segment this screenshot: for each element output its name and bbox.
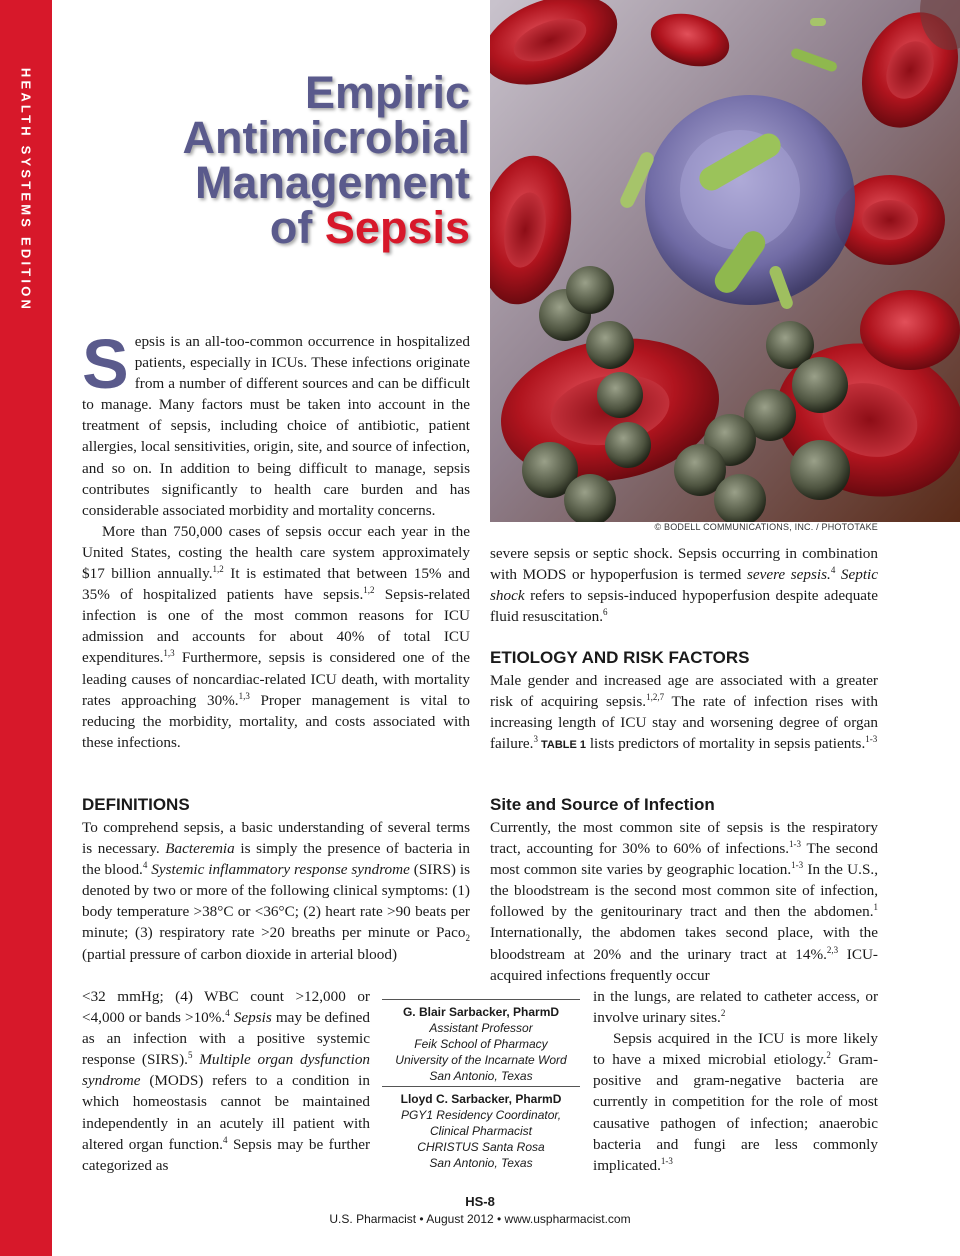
author-line: San Antonio, Texas [429,1156,533,1170]
citation: 2,3 [826,944,839,955]
etio-text-1: Male gender and increased age are associated with a greater risk of acquiring sepsis. [490,672,878,711]
definitions-paragraph-cont [82,986,370,1176]
site-paragraph-cont [593,986,878,1028]
citation: 3 [533,734,538,745]
citation: 1,3 [163,648,175,659]
definitions-paragraph [82,817,470,965]
title-line-3: Management [194,157,470,208]
author-box [382,997,580,1171]
site-text-c1: in the lungs, are related to catheter access, or involve urinary sites. [593,988,878,1027]
def-term-septic-shock: Septic shock [490,566,878,605]
hero-illustration [490,0,960,522]
author-line: PGY1 Residency Coordinator, [400,1108,562,1122]
subscript: 2 [465,933,470,944]
author-line: Clinical Pharmacist [429,1124,533,1138]
def-text-c5: (MODS) refers to a condition in which homeostasis cannot be maintained independently in an acutely ill patient with altered organ function. [82,1072,370,1153]
etiology-section [490,670,878,756]
def-text-1: To comprehend sepsis, a basic understanding of several terms is necessary. [82,819,470,858]
citation: 1,2 [363,585,375,596]
author-line: Feik School of Pharmacy [414,1037,548,1051]
citation: 1,2,7 [646,692,665,703]
title-line-1: Empiric [304,67,470,118]
intro-text-2b: It is estimated that between 15% and 35% of hospitalized patients have sepsis. [82,565,471,604]
definitions-continued [490,543,878,627]
intro-text-1: epsis is an all-too-common occurrence in hospitalized patients, especially in ICUs. These infections originate from a number of different sources and can be difficult to manage. Many factors must be taken into account in the treatment of sepsis, including choice of antibiotic, patient allergies, local sensitivities, origin, site, and source of infection, and so on. In addition to being difficult to manage, sepsis contributes significantly to health care burden and has considerable associated morbidity and mortality concerns. [82,333,470,519]
def-text-3: is simply the presence of bacteria in the blood. [82,840,470,879]
author-line: CHRISTUS Santa Rosa [417,1140,545,1154]
article-title [182,67,470,253]
site-text-5: ICU-acquired infections frequently occur [490,945,878,984]
citation: 2 [720,1008,726,1019]
edition-band [0,0,52,1256]
citation: 1 [873,902,878,913]
site-paragraph-2 [593,1028,878,1176]
def-term-sirs: Systemic inflammatory response syndrome [147,861,410,879]
intro-paragraph-2 [82,521,470,753]
definitions-cont-paragraph [490,543,878,627]
citation: 1-3 [660,1155,673,1166]
site-text-1: Currently, the most common site of sepsis is the respiratory tract, accounting for 30% to 60% of infections. [490,819,878,858]
site-text-narrow [593,986,878,1176]
author-line: University of the Incarnate Word [395,1053,567,1067]
citation: 4 [142,860,148,871]
def-term-bacteremia: Bacteremia [165,840,235,858]
author-name: Lloyd C. Sarbacker, PharmD [400,1092,562,1106]
citation: 6 [603,607,608,618]
author-line: San Antonio, Texas [429,1069,533,1083]
author-rule-middle [382,1086,580,1087]
citation: 4 [830,565,836,576]
site-text-2: The second most common site varies by geographic location. [490,840,878,879]
intro-text-2c: Sepsis-related infection is one of the most common reasons for ICU admission and accounts for about 40% of total ICU expenditures. [82,586,470,667]
citation: 5 [187,1050,193,1061]
def-term-severe-sepsis: severe sepsis. [746,566,831,584]
title-prefix: of [269,202,325,253]
author-name: G. Blair Sarbacker, PharmD [402,1005,560,1019]
intro-section [82,325,471,753]
definitions-text-full [82,817,470,965]
citation: 1-3 [791,860,804,871]
drop-cap: S [82,325,129,403]
def-term-sepsis: Sepsis [229,1009,272,1027]
citation: 1,3 [238,690,250,701]
def-term-mods: Multiple organ dysfunction syndrome [82,1051,371,1090]
blood-cells-illustration [490,0,960,522]
etio-text-4: lists predictors of mortality in sepsis patients. [586,735,866,753]
defc-text-1: severe sepsis or septic shock. Sepsis occurring in combination with MODS or hypoperfusion is termed [490,545,878,584]
def-text-c6: Sepsis may be further categorized as [82,1135,371,1174]
site-text-3: In the U.S., the bloodstream is the second most common site of infection, followed by the genitourinary tract and then the abdomen. [490,861,878,921]
definitions-text-narrow [82,986,370,1176]
site-text-c2: Sepsis acquired in the ICU is more likely to have a mixed microbial etiology. [593,1030,878,1069]
author-line: Assistant Professor [429,1021,533,1035]
def-text-5: (SIRS) is denoted by two or more of the following clinical symptoms: (1) body temperature >38°C or <36°C; (2) heart rate >90 beats per minute; (3) respiratory rate >20 breaths per minute or Paco [82,861,470,942]
title-line-2: Antimicrobial [182,112,470,163]
edition-label: HEALTH SYSTEMS EDITION [18,67,34,313]
definitions-heading: DEFINITIONS [82,795,190,814]
citation: 4 [225,1008,230,1019]
etio-text-2: The rate of infection rises with increasing length of ICU stay and worsening degree of organ failure. [490,693,878,753]
site-paragraph [490,817,878,986]
site-text-full [490,817,878,986]
site-heading: Site and Source of Infection [490,795,715,814]
intro-paragraph-1 [82,325,470,521]
citation: 1-3 [789,839,802,850]
page-number: HS-8 [465,1194,495,1209]
intro-text-2d: Furthermore, sepsis is considered one of the leading causes of noncardiac-related ICU death, with mortality rates approaching 30%. [82,649,470,709]
citation: 1,2 [212,563,224,574]
citation: 1-3 [865,734,878,745]
publication-line: U.S. Pharmacist • August 2012 • www.uspharmacist.com [329,1212,631,1226]
title-accent: Sepsis [324,202,470,253]
defc-text-4: refers to sepsis-induced hypoperfusion despite adequate fluid resuscitation. [490,587,878,626]
site-text-4: Internationally, the abdomen takes second place, with the bloodstream at 20% and the urinary tract at 14%. [490,924,878,963]
table-reference: TABLE 1 [537,739,587,752]
def-text-c3: may be defined as an infection with a positive systemic response (SIRS). [82,1009,371,1069]
def-text-c1: <32 mmHg; (4) WBC count >12,000 or <4,000 or bands >10%. [82,988,370,1027]
def-text-6: (partial pressure of carbon dioxide in arterial blood) [82,945,398,963]
title-line-4 [182,202,470,253]
intro-text-2a: More than 750,000 cases of sepsis occur each year in the United States, costing the health care system approximately $17 billion annually. [82,522,470,583]
site-text-c3: Gram-positive and gram-negative bacteria are currently in competition for the role of most causative pathogen of infection; anaerobic bacteria and fungi are less commonly implicated. [593,1051,879,1174]
citation: 2 [826,1050,831,1061]
etiology-heading: ETIOLOGY AND RISK FACTORS [490,648,750,667]
citation: 4 [222,1134,228,1145]
intro-text-2e: Proper management is vital to reducing the morbidity, mortality, and costs associated with these infections. [82,691,470,751]
author-rule-top [382,999,580,1000]
etiology-paragraph [490,670,878,756]
photo-credit: © BODELL COMMUNICATIONS, INC. / PHOTOTAKE [654,522,878,532]
